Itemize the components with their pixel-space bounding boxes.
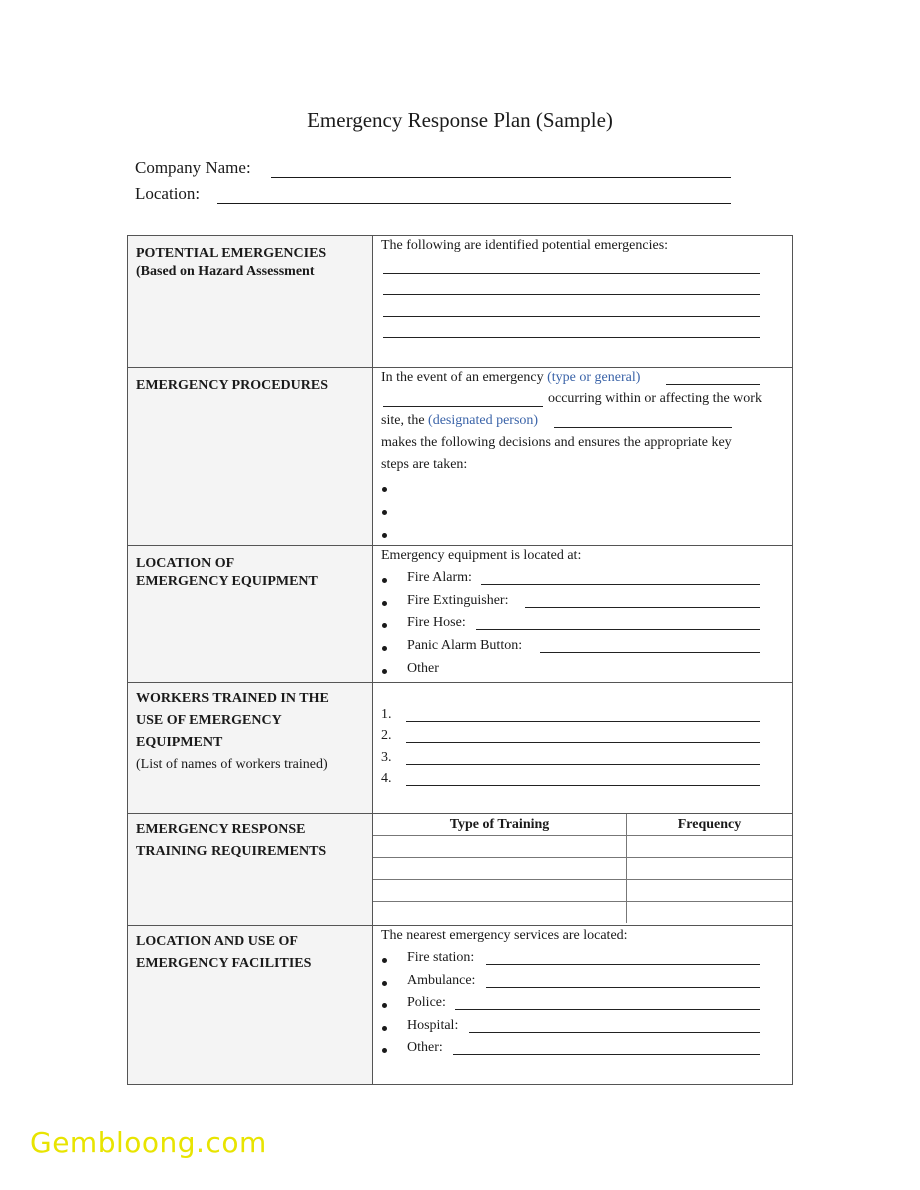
- equipment-heading: [128, 546, 372, 591]
- workers-heading-2: USE OF EMERGENCY: [136, 713, 282, 728]
- training-cell[interactable]: [373, 902, 627, 924]
- row-potential-emergencies: [128, 236, 793, 368]
- equipment-item: Panic Alarm Button:: [407, 638, 523, 653]
- procedures-header-cell: [128, 368, 373, 546]
- frequency-cell[interactable]: [627, 902, 793, 924]
- equipment-item: Fire Extinguisher:: [407, 593, 509, 608]
- row-emergency-procedures: [128, 368, 793, 546]
- procedures-heading: EMERGENCY PROCEDURES: [136, 378, 328, 393]
- training-row: [373, 858, 792, 880]
- hospital-line[interactable]: [469, 1032, 760, 1033]
- equipment-intro: Emergency equipment is located at:: [381, 548, 582, 563]
- training-cell[interactable]: [373, 836, 627, 858]
- procedures-line-3a: site, the: [381, 413, 425, 428]
- potential-subheading-text: (Based on Hazard Assessment: [136, 264, 315, 279]
- location-field[interactable]: [135, 184, 735, 208]
- emergency-type-line[interactable]: [666, 384, 760, 385]
- worker-number: 3.: [381, 750, 392, 765]
- row-workers-trained: [128, 683, 793, 814]
- facilities-heading-2: EMERGENCY FACILITIES: [136, 956, 312, 971]
- procedures-line-4: makes the following decisions and ensures the appropriate key: [381, 435, 732, 450]
- worker-number: 2.: [381, 728, 392, 743]
- procedures-content-cell: [373, 368, 793, 546]
- ambulance-line[interactable]: [486, 987, 760, 988]
- training-table: [373, 814, 792, 923]
- training-cell[interactable]: [373, 858, 627, 880]
- row-training-requirements: [128, 814, 793, 926]
- potential-content-cell: [373, 236, 793, 368]
- company-name-label: Company Name:: [135, 158, 251, 177]
- workers-content-cell: [373, 683, 793, 814]
- facilities-intro: The nearest emergency services are located:: [381, 928, 628, 943]
- facilities-heading: [128, 926, 372, 975]
- training-row: [373, 836, 792, 858]
- potential-line[interactable]: [383, 273, 760, 274]
- training-header-cell: [128, 814, 373, 926]
- fire-extinguisher-line[interactable]: [525, 607, 760, 608]
- row-emergency-equipment: [128, 546, 793, 683]
- panic-alarm-line[interactable]: [540, 652, 760, 653]
- procedures-type-hint: (type or general): [547, 370, 641, 385]
- potential-heading: [128, 236, 372, 281]
- workers-header-cell: [128, 683, 373, 814]
- facility-item: Ambulance:: [407, 973, 476, 988]
- workers-heading-3: EQUIPMENT: [136, 735, 223, 750]
- location-line[interactable]: [217, 203, 731, 204]
- potential-heading-text: POTENTIAL EMERGENCIES: [136, 246, 327, 261]
- training-row: [373, 902, 792, 924]
- facility-item: Hospital:: [407, 1018, 459, 1033]
- police-line[interactable]: [455, 1009, 760, 1010]
- workers-note: (List of names of workers trained): [136, 757, 328, 772]
- potential-line[interactable]: [383, 294, 760, 295]
- facility-item: Fire station:: [407, 950, 475, 965]
- potential-line[interactable]: [383, 337, 760, 338]
- fire-alarm-line[interactable]: [481, 584, 760, 585]
- procedures-line-3: [381, 413, 538, 429]
- equipment-heading-2: EMERGENCY EQUIPMENT: [136, 574, 318, 589]
- emergency-type-line-2[interactable]: [383, 406, 543, 407]
- worker-name-line[interactable]: [406, 742, 760, 743]
- watermark: Gembloong.com: [30, 1126, 267, 1159]
- equipment-header-cell: [128, 546, 373, 683]
- training-heading-2: TRAINING REQUIREMENTS: [136, 844, 327, 859]
- location-label: Location:: [135, 184, 201, 203]
- procedures-line-2: occurring within or affecting the work: [548, 391, 762, 406]
- equipment-item: Fire Hose:: [407, 615, 466, 630]
- training-header-row: [373, 814, 792, 836]
- procedures-line-1: [381, 370, 640, 386]
- worker-name-line[interactable]: [406, 764, 760, 765]
- fire-station-line[interactable]: [486, 964, 760, 965]
- row-emergency-facilities: [128, 926, 793, 1085]
- worker-number: 1.: [381, 707, 392, 722]
- worker-name-line[interactable]: [406, 721, 760, 722]
- equipment-item: Fire Alarm:: [407, 570, 472, 585]
- procedures-line-5: steps are taken:: [381, 457, 468, 472]
- training-heading-1: EMERGENCY RESPONSE: [136, 822, 306, 837]
- facility-item: Other:: [407, 1040, 443, 1055]
- other-facility-line[interactable]: [453, 1054, 760, 1055]
- training-content-cell: [373, 814, 793, 926]
- equipment-content-cell: [373, 546, 793, 683]
- designated-person-line[interactable]: [554, 427, 732, 428]
- potential-line[interactable]: [383, 316, 760, 317]
- facilities-content-cell: [373, 926, 793, 1085]
- training-cell[interactable]: [373, 880, 627, 902]
- workers-heading-1: WORKERS TRAINED IN THE: [136, 691, 329, 706]
- fire-hose-line[interactable]: [476, 629, 760, 630]
- facilities-heading-1: LOCATION AND USE OF: [136, 934, 298, 949]
- worker-name-line[interactable]: [406, 785, 760, 786]
- company-name-line[interactable]: [271, 177, 731, 178]
- procedures-person-hint: (designated person): [428, 413, 539, 428]
- training-heading: [128, 814, 372, 863]
- potential-intro: The following are identified potential emergencies:: [381, 238, 669, 253]
- procedures-line-1a: In the event of an emergency: [381, 370, 544, 385]
- workers-heading: [128, 683, 372, 754]
- frequency-cell[interactable]: [627, 880, 793, 902]
- frequency-cell[interactable]: [627, 858, 793, 880]
- potential-header-cell: [128, 236, 373, 368]
- training-row: [373, 880, 792, 902]
- facilities-header-cell: [128, 926, 373, 1085]
- type-of-training-header: Type of Training: [373, 814, 627, 836]
- frequency-cell[interactable]: [627, 836, 793, 858]
- facility-item: Police:: [407, 995, 446, 1010]
- equipment-item: Other: [407, 661, 439, 676]
- frequency-header: Frequency: [627, 814, 793, 836]
- plan-table: [127, 235, 793, 1085]
- equipment-heading-1: LOCATION OF: [136, 556, 235, 571]
- worker-number: 4.: [381, 771, 392, 786]
- document-title: Emergency Response Plan (Sample): [307, 108, 613, 132]
- company-name-field[interactable]: [135, 158, 735, 182]
